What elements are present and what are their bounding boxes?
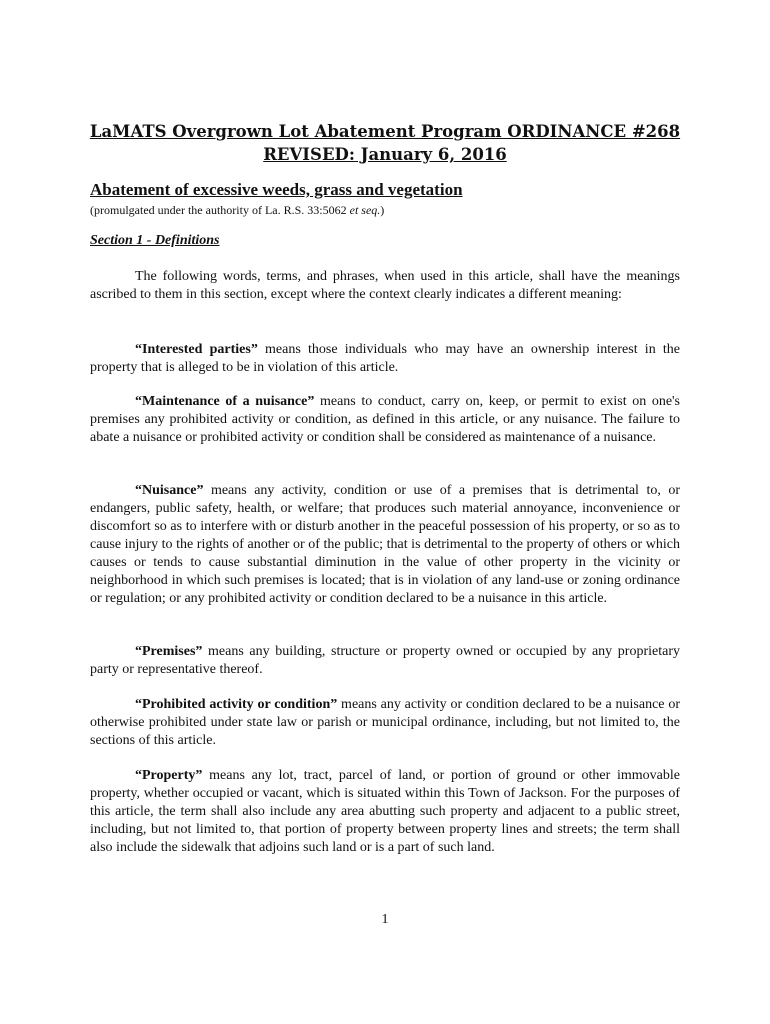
- title-line-1: LaMATS Overgrown Lot Abatement Program ORDINANCE #268: [89, 122, 681, 141]
- authority-italic: et seq.: [349, 203, 381, 217]
- definition-prohibited-activity: [90, 696, 680, 750]
- ordinance-heading: Abatement of excessive weeds, grass and vegetation: [90, 180, 463, 199]
- intro-paragraph: The following words, terms, and phrases, when used in this article, shall have the meanings ascribed to them in this section, except where the context clearly indicates a different meaning:: [90, 269, 680, 302]
- definition-term: “Interested parties”: [135, 342, 258, 357]
- definition-term: “Property”: [135, 768, 203, 783]
- definition-text: means any lot, tract, parcel of land, or portion of ground or other immovable property, whether occupied or vacant, which is situated within this Town of Jackson. For the purposes of this article, the term shall also include any area abutting such property and adjacent to a public street, including, but not limited to, that portion of property between property lines and streets; the term shall also include the sidewalk that adjoins such land or is a part of such land.: [90, 768, 680, 855]
- definition-term: “Nuisance”: [135, 483, 204, 498]
- definition-text: means those individuals who may have an ownership interest in the property that is alleged to be in violation of this article.: [90, 342, 681, 375]
- section-title: Section 1 - Definitions: [90, 233, 220, 248]
- definition-text: means any activity or condition declared to be a nuisance or otherwise prohibited under state law or parish or municipal ordinance, including, but not limited to, the sections of this article.: [90, 697, 680, 748]
- definition-text: means to conduct, carry on, keep, or permit to exist on one's premises any prohibited activity or condition, as defined in this article, or any nuisance. The failure to abate a nuisance or prohibited activity or condition shall be considered as maintenance of a nuisance.: [90, 394, 681, 445]
- document-title: [0, 120, 770, 166]
- definition-text: means any activity, condition or use of a premises that is detrimental to, or endangers, public safety, health, or welfare; that produces such material annoyance, inconvenience or discomfort so as to interfere with or disturb another in the peaceful possession of his property, or so as to cause injury to the rights of another or of the public; that is detrimental to the property of others or which causes or tends to cause substantial diminution in the value of other property in the vicinity or neighborhood in which such premises is located; that is in violation of any land-use or zoning ordinance or regulation; or any prohibited activity or condition declared to be a nuisance in this article.: [90, 483, 680, 606]
- page-number: 1: [381, 912, 389, 927]
- definition-interested-parties: [90, 341, 680, 377]
- authority-prefix: (promulgated under the authority of La. R.S. 33:5062: [90, 203, 350, 217]
- authority-suffix: ): [380, 203, 385, 217]
- definition-maintenance-of-nuisance: [90, 393, 680, 447]
- authority-note: [90, 203, 384, 218]
- title-line-2: REVISED: January 6, 2016: [263, 145, 507, 164]
- definition-text: means any building, structure or property owned or occupied by any proprietary party or representative thereof.: [90, 644, 680, 677]
- definition-term: “Prohibited activity or condition”: [135, 697, 338, 712]
- definition-term: “Maintenance of a nuisance”: [135, 394, 315, 409]
- definition-property: [90, 767, 680, 857]
- definition-term: “Premises”: [135, 644, 203, 659]
- definition-premises: [90, 643, 680, 679]
- definition-nuisance: [90, 482, 680, 608]
